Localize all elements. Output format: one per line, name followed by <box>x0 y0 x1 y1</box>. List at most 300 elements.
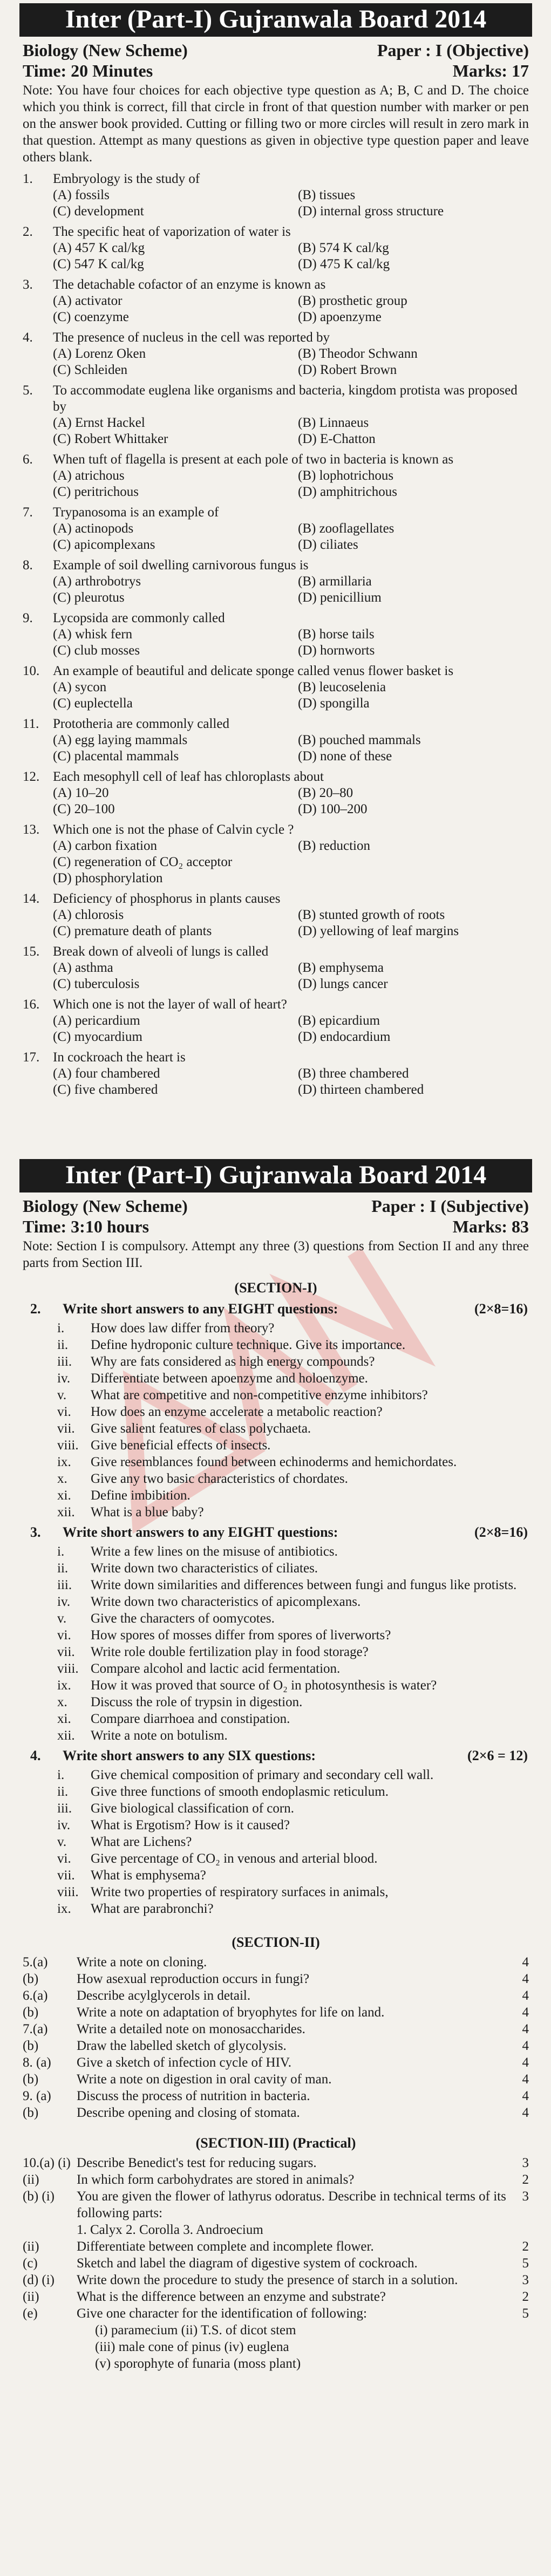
question-body <box>53 383 532 447</box>
short-question-text: How spores of mosses differ from spores of liverworts? <box>91 1628 391 1643</box>
option: (C) peritrichous <box>53 485 139 499</box>
long-question-number: 10.(a) (i) <box>23 2156 71 2170</box>
option: (A) carbon fixation <box>53 839 157 853</box>
question-text: Example of soil dwelling carnivorous fungus is <box>53 558 309 573</box>
objective-time: Time: 20 Minutes <box>23 61 153 80</box>
short-question-roman: x. <box>57 1695 67 1709</box>
short-question-roman: ix. <box>57 1678 71 1693</box>
short-question-roman: iii. <box>57 1801 72 1816</box>
long-question <box>19 1987 532 2004</box>
short-question-roman: v. <box>57 1388 67 1402</box>
short-question-text: Differentiate between apoenzyme and holoenzyme. <box>91 1371 368 1386</box>
long-question-text: Differentiate between complete and incomplete flower. <box>77 2239 374 2254</box>
short-question <box>57 1677 532 1694</box>
option: (C) 20–100 <box>53 802 115 816</box>
long-question-marks: 4 <box>522 2039 529 2053</box>
long-question-text: 1. Calyx 2. Corolla 3. Androecium <box>77 2223 263 2237</box>
question-text: Which one is not the layer of wall of heart? <box>53 997 287 1012</box>
option: (D) endocardium <box>298 1030 391 1044</box>
question-number: 14. <box>23 891 40 906</box>
q3-marks: (2×8=16) <box>474 1524 528 1540</box>
option: (C) tuberculosis <box>53 977 140 991</box>
long-question-text: Describe opening and closing of stomata. <box>77 2105 300 2120</box>
short-question <box>57 1543 532 1560</box>
question-options <box>53 907 532 939</box>
short-question-roman: xii. <box>57 1505 75 1519</box>
option: (D) spongilla <box>298 696 370 711</box>
long-question-text: Write a note on adaptation of bryophytes for life on land. <box>77 2005 385 2020</box>
question-number: 6. <box>23 452 33 467</box>
question-text: To accommodate euglena like organisms and bacteria, kingdom protista was proposed by <box>53 383 518 414</box>
long-question-marks: 4 <box>522 1988 529 2003</box>
q2-heading <box>19 1300 532 1318</box>
subjective-time: Time: 3:10 hours <box>23 1217 149 1236</box>
short-question-text: Compare alcohol and lactic acid fermentation. <box>91 1661 341 1676</box>
question-body <box>53 997 532 1045</box>
long-question-number: 8. (a) <box>23 2055 51 2070</box>
short-question-roman: viii. <box>57 1885 79 1899</box>
long-question-number: 5.(a) <box>23 1955 48 1970</box>
long-question-text: Write a detailed note on monosaccharides. <box>77 2022 305 2036</box>
question-body <box>53 557 532 606</box>
short-question-roman: v. <box>57 1835 67 1849</box>
short-question-text: What are parabronchi? <box>91 1902 214 1916</box>
long-question-text: Describe acylglycerols in detail. <box>77 1988 251 2003</box>
option: (D) amphitrichous <box>298 485 397 499</box>
short-question-text: Define hydroponic culture technique. Give its importance. <box>91 1338 406 1352</box>
short-question-text: Compare diarrhoea and constipation. <box>91 1712 290 1726</box>
long-question-number: 6.(a) <box>23 1988 48 2003</box>
question-number: 16. <box>23 997 40 1012</box>
question-number: 10. <box>23 664 40 678</box>
option: (B) stunted growth of roots <box>298 908 445 922</box>
option: (D) phosphorylation <box>53 871 163 885</box>
short-question <box>57 1710 532 1727</box>
short-question-text: Write a few lines on the misuse of antibiotics. <box>91 1544 338 1559</box>
question-body <box>53 663 532 712</box>
objective-question <box>19 997 532 1045</box>
long-question <box>19 2054 532 2071</box>
option: (A) fossils <box>53 188 110 202</box>
long-question-marks: 4 <box>522 2055 529 2070</box>
long-question-marks: 4 <box>522 2105 529 2120</box>
short-question-text: Why are fats considered as high energy compounds? <box>91 1354 375 1369</box>
short-question-text: Write down two characteristics of ciliates. <box>91 1561 318 1576</box>
short-question <box>57 1577 532 1593</box>
objective-question <box>19 277 532 325</box>
short-question <box>57 1504 532 1521</box>
short-question <box>57 1454 532 1470</box>
short-question <box>57 1660 532 1677</box>
q4-instruction: Write short answers to any SIX questions: <box>63 1748 316 1763</box>
long-question-marks: 4 <box>522 2089 529 2103</box>
long-question-marks: 4 <box>522 1972 529 1986</box>
long-question <box>19 2088 532 2104</box>
long-question <box>19 2004 532 2021</box>
option: (B) zooflagellates <box>298 521 394 536</box>
option: (C) premature death of plants <box>53 924 212 938</box>
long-question-number: (ii) <box>23 2172 39 2187</box>
subjective-paper-type: Paper : I (Subjective) <box>371 1196 529 1216</box>
short-question-roman: i. <box>57 1544 65 1559</box>
question-body <box>53 944 532 992</box>
question-number: 8. <box>23 558 33 573</box>
question-body <box>53 716 532 765</box>
option: (B) lophotrichous <box>298 468 394 483</box>
option: (A) asthma <box>53 960 113 975</box>
short-question-text: How it was proved that source of O₂ in photosynthesis is water? <box>91 1678 437 1693</box>
question-options <box>53 293 532 325</box>
question-number: 15. <box>23 944 40 959</box>
long-question-number: (b) <box>23 2005 39 2020</box>
question-number: 11. <box>23 717 39 731</box>
objective-question <box>19 505 532 553</box>
long-question-marks: 2 <box>522 2289 529 2304</box>
question-number: 1. <box>23 172 33 186</box>
question-number: 9. <box>23 611 33 625</box>
objective-banner: Inter (Part-I) Gujranwala Board 2014 <box>19 3 532 37</box>
short-question-roman: vii. <box>57 1645 75 1659</box>
option: (A) egg laying mammals <box>53 733 188 747</box>
option: (D) 475 K cal/kg <box>298 257 390 271</box>
option: (A) 10–20 <box>53 786 109 800</box>
long-question-marks: 2 <box>522 2239 529 2254</box>
short-question <box>57 1627 532 1644</box>
long-question <box>19 2288 532 2305</box>
section-2-list <box>19 1954 532 2121</box>
option: (D) Robert Brown <box>298 363 397 377</box>
short-question-text: Give chemical composition of primary and secondary cell wall. <box>91 1768 434 1782</box>
long-question-number: (d) (i) <box>23 2273 55 2287</box>
objective-question <box>19 769 532 817</box>
question-number: 5. <box>23 383 33 398</box>
q3-instruction: Write short answers to any EIGHT questions: <box>63 1524 338 1540</box>
subjective-subject: Biology (New Scheme) <box>23 1196 188 1216</box>
option: (C) regeneration of CO₂ acceptor <box>53 855 233 869</box>
long-question-number: (e) <box>23 2306 38 2321</box>
question-body <box>53 610 532 659</box>
q3-list <box>19 1543 532 1744</box>
objective-paper-type: Paper : I (Objective) <box>377 40 529 60</box>
objective-note: Note: You have four choices for each objective type question as A; B, C and D. The choice which you think is correct, fill that circle in front of that question number with marker or pen on the answer book provided. Cutting or filling two or more circles will result in zero mark in that question. Attempt as many questions as given in objective type question paper and leave others blank. <box>23 83 529 165</box>
long-question <box>19 2171 532 2188</box>
option: (B) 20–80 <box>298 786 353 800</box>
short-question-roman: viii. <box>57 1661 79 1676</box>
q3-heading <box>19 1524 532 1541</box>
option: (B) 574 K cal/kg <box>298 241 389 255</box>
identification-item: (i) paramecium (ii) T.S. of dicot stem <box>95 2323 296 2338</box>
short-question <box>57 1420 532 1437</box>
long-question <box>19 2021 532 2037</box>
short-question <box>57 1783 532 1800</box>
question-text: Each mesophyll cell of leaf has chloroplasts about <box>53 769 324 784</box>
short-question <box>57 1320 532 1337</box>
question-body <box>53 822 532 887</box>
option: (B) prosthetic group <box>298 294 407 308</box>
section-2-title: (SECTION-II) <box>232 1934 320 1950</box>
option: (D) ciliates <box>298 537 358 552</box>
short-question <box>57 1593 532 1610</box>
short-question-text: Define imbibition. <box>91 1488 191 1503</box>
short-question-roman: vii. <box>57 1421 75 1436</box>
long-question-text: Sketch and label the diagram of digestive system of cockroach. <box>77 2256 418 2271</box>
long-question-marks: 5 <box>522 2306 529 2321</box>
objective-question <box>19 716 532 765</box>
short-question <box>57 1644 532 1660</box>
question-body <box>53 171 532 220</box>
objective-marks: Marks: 17 <box>452 61 529 80</box>
short-question-text: Write down two characteristics of apicomplexans. <box>91 1594 361 1609</box>
long-question-number: (c) <box>23 2256 38 2271</box>
short-question-roman: ii. <box>57 1338 69 1352</box>
objective-question <box>19 663 532 712</box>
option <box>298 870 532 887</box>
long-question-marks: 3 <box>522 2156 529 2170</box>
long-question <box>19 2071 532 2088</box>
option: (D) hornworts <box>298 643 375 658</box>
long-question-text: What is the difference between an enzyme and substrate? <box>77 2289 386 2304</box>
objective-question <box>19 944 532 992</box>
identification-item: (v) sporophyte of funaria (moss plant) <box>95 2356 301 2371</box>
short-question-text: What are Lichens? <box>91 1835 192 1849</box>
option: (D) E-Chatton <box>298 432 376 446</box>
long-question-number: 9. (a) <box>23 2089 51 2103</box>
question-body <box>53 452 532 500</box>
long-question-text: Describe Benedict's test for reducing sugars. <box>77 2156 317 2170</box>
long-question <box>19 2305 532 2322</box>
objective-subject: Biology (New Scheme) <box>23 40 188 60</box>
long-question-marks: 5 <box>522 2256 529 2271</box>
q2-number: 2. <box>30 1301 41 1317</box>
option: (C) placental mammals <box>53 749 179 764</box>
question-number: 13. <box>23 822 40 837</box>
option: (B) armillaria <box>298 574 372 589</box>
long-question-text: You are given the flower of lathyrus odoratus. Describe in technical terms of its following parts: <box>77 2189 506 2220</box>
short-question <box>57 1850 532 1867</box>
option: (D) none of these <box>298 749 392 764</box>
question-options <box>53 1013 532 1045</box>
objective-question <box>19 383 532 447</box>
short-question-text: Give salient features of class polychaeta. <box>91 1421 311 1436</box>
long-question <box>19 2238 532 2255</box>
q4-marks: (2×6 = 12) <box>467 1748 528 1763</box>
long-question-marks: 4 <box>522 1955 529 1970</box>
short-question <box>57 1727 532 1744</box>
short-question-roman: iv. <box>57 1594 71 1609</box>
option: (A) whisk fern <box>53 627 133 642</box>
objective-question <box>19 1050 532 1098</box>
question-body <box>53 505 532 553</box>
option: (A) activator <box>53 294 123 308</box>
question-text: An example of beautiful and delicate sponge called venus flower basket is <box>53 664 454 678</box>
question-number: 7. <box>23 505 33 520</box>
long-question-text: Write a note on digestion in oral cavity of man. <box>77 2072 332 2087</box>
long-question <box>19 2037 532 2054</box>
option: (C) pleurotus <box>53 590 125 605</box>
option: (B) pouched mammals <box>298 733 421 747</box>
question-text: Break down of alveoli of lungs is called <box>53 944 269 959</box>
question-text: Embryology is the study of <box>53 172 200 186</box>
option: (D) apoenzyme <box>298 310 382 324</box>
short-question <box>57 1800 532 1817</box>
long-question-marks <box>507 2221 532 2238</box>
short-question-text: What are competitive and non-competitive enzyme inhibitors? <box>91 1388 428 1402</box>
question-number: 17. <box>23 1050 40 1065</box>
question-options <box>53 679 532 712</box>
long-question-text: Discuss the process of nutrition in bacteria. <box>77 2089 310 2103</box>
short-question-text: Give percentage of CO₂ in venous and arterial blood. <box>91 1851 378 1866</box>
question-options <box>53 521 532 553</box>
subjective-note: Note: Section I is compulsory. Attempt any three (3) questions from Section II and any three parts from Section III. <box>23 1239 529 1270</box>
objective-question <box>19 610 532 659</box>
short-question-text: Give three functions of smooth endoplasmic reticulum. <box>91 1784 389 1799</box>
objective-question <box>19 171 532 220</box>
long-question-number: 7.(a) <box>23 2022 48 2036</box>
question-options <box>53 240 532 272</box>
short-question-roman: x. <box>57 1471 67 1486</box>
question-options <box>53 960 532 992</box>
short-question <box>57 1694 532 1710</box>
q3-number: 3. <box>30 1524 41 1540</box>
objective-question <box>19 891 532 939</box>
question-text: The detachable cofactor of an enzyme is known as <box>53 277 326 292</box>
objective-question <box>19 557 532 606</box>
short-question-roman: ix. <box>57 1902 71 1916</box>
question-text: Prototheria are commonly called <box>53 717 229 731</box>
q2-list <box>19 1320 532 1521</box>
question-body <box>53 891 532 939</box>
objective-header-row-2 <box>19 60 532 81</box>
short-question-text: Give biological classification of corn. <box>91 1801 294 1816</box>
question-options <box>53 1066 532 1098</box>
option: (B) tissues <box>298 188 356 202</box>
question-text: Which one is not the phase of Calvin cycle ? <box>53 822 294 837</box>
short-question-roman: xi. <box>57 1712 71 1726</box>
option: (B) Linnaeus <box>298 415 369 430</box>
question-number: 12. <box>23 769 40 784</box>
question-body <box>53 277 532 325</box>
question-text: Deficiency of phosphorus in plants causes <box>53 891 281 906</box>
long-question-marks: 2 <box>522 2172 529 2187</box>
short-question-text: Write two properties of respiratory surfaces in animals, <box>91 1885 389 1899</box>
long-question-text: Give a sketch of infection cycle of HIV. <box>77 2055 292 2070</box>
short-question-text: What is emphysema? <box>91 1868 206 1883</box>
option: (A) 457 K cal/kg <box>53 241 145 255</box>
option: (C) club mosses <box>53 643 140 658</box>
section-3-title: (SECTION-III) (Practical) <box>195 2135 356 2151</box>
objective-question-list <box>19 171 532 1098</box>
short-question-roman: iii. <box>57 1354 72 1369</box>
short-question <box>57 1370 532 1387</box>
q4-number: 4. <box>30 1748 41 1763</box>
question-text: When tuft of flagella is present at each pole of two in bacteria is known as <box>53 452 454 467</box>
question-body <box>53 224 532 272</box>
short-question <box>57 1337 532 1353</box>
question-number: 2. <box>23 224 33 239</box>
q4-list <box>19 1767 532 1917</box>
option: (B) reduction <box>298 839 370 853</box>
short-question-roman: v. <box>57 1611 67 1626</box>
short-question-text: Give resemblances found between echinoderms and hemichordates. <box>91 1455 457 1469</box>
short-question-roman: viii. <box>57 1438 79 1453</box>
short-question-text: How does an enzyme accelerate a metabolic reaction? <box>91 1405 383 1419</box>
option: (D) penicillium <box>298 590 382 605</box>
short-question <box>57 1403 532 1420</box>
short-question-text: Give beneficial effects of insects. <box>91 1438 271 1453</box>
q2-instruction: Write short answers to any EIGHT questions: <box>63 1301 338 1317</box>
long-question <box>19 2272 532 2288</box>
long-question-number: (ii) <box>23 2239 39 2254</box>
option: (B) leucoselenia <box>298 680 386 694</box>
question-number: 4. <box>23 330 33 345</box>
option: (A) arthrobotrys <box>53 574 141 589</box>
short-question <box>57 1900 532 1917</box>
short-question-text: Write a note on botulism. <box>91 1728 228 1743</box>
question-options <box>53 346 532 378</box>
option: (A) atrichous <box>53 468 125 483</box>
short-question <box>57 1470 532 1487</box>
section-3-list <box>19 2155 532 2322</box>
short-question-text: What is a blue baby? <box>91 1505 204 1519</box>
question-options <box>53 574 532 606</box>
short-question <box>57 1387 532 1403</box>
objective-question <box>19 452 532 500</box>
short-question-roman: vi. <box>57 1405 71 1419</box>
option: (B) epicardium <box>298 1013 380 1028</box>
q2-marks: (2×8=16) <box>474 1301 528 1317</box>
option: (C) 547 K cal/kg <box>53 257 144 271</box>
question-text: The specific heat of vaporization of water is <box>53 224 291 239</box>
question-text: The presence of nucleus in the cell was reported by <box>53 330 330 345</box>
short-question-roman: iii. <box>57 1578 72 1592</box>
subjective-header-row-2 <box>19 1216 532 1237</box>
question-body <box>53 330 532 378</box>
short-question <box>57 1487 532 1504</box>
short-question-roman: i. <box>57 1768 65 1782</box>
question-options <box>53 838 532 887</box>
short-question-roman: i. <box>57 1321 65 1335</box>
long-question-number: (ii) <box>23 2289 39 2304</box>
objective-header-row-1 <box>19 40 532 60</box>
subjective-marks: Marks: 83 <box>452 1217 529 1236</box>
objective-question <box>19 224 532 272</box>
long-question <box>19 2104 532 2121</box>
long-question-number: (b) <box>23 2039 39 2053</box>
option: (D) 100–200 <box>298 802 368 816</box>
subjective-header-row-1 <box>19 1196 532 1216</box>
long-question <box>19 2188 532 2221</box>
long-question-number: (b) (i) <box>23 2189 55 2204</box>
q4-heading <box>19 1747 532 1764</box>
option: (A) chlorosis <box>53 908 124 922</box>
short-question-text: Give any two basic characteristics of chordates. <box>91 1471 348 1486</box>
subjective-banner: Inter (Part-I) Gujranwala Board 2014 <box>19 1159 532 1192</box>
question-options <box>53 468 532 500</box>
long-question <box>19 2221 532 2238</box>
question-number: 3. <box>23 277 33 292</box>
option: (C) five chambered <box>53 1082 158 1097</box>
question-options <box>53 626 532 659</box>
short-question-roman: iv. <box>57 1371 71 1386</box>
long-question-number <box>19 2221 77 2238</box>
short-question <box>57 1884 532 1900</box>
short-question-roman: vi. <box>57 1628 71 1643</box>
short-question-roman: iv. <box>57 1818 71 1832</box>
question-body <box>53 769 532 817</box>
short-question-text: Write down similarities and differences between fungi and fungus like protists. <box>91 1578 517 1592</box>
option: (C) euplectella <box>53 696 133 711</box>
option: (C) development <box>53 204 144 219</box>
